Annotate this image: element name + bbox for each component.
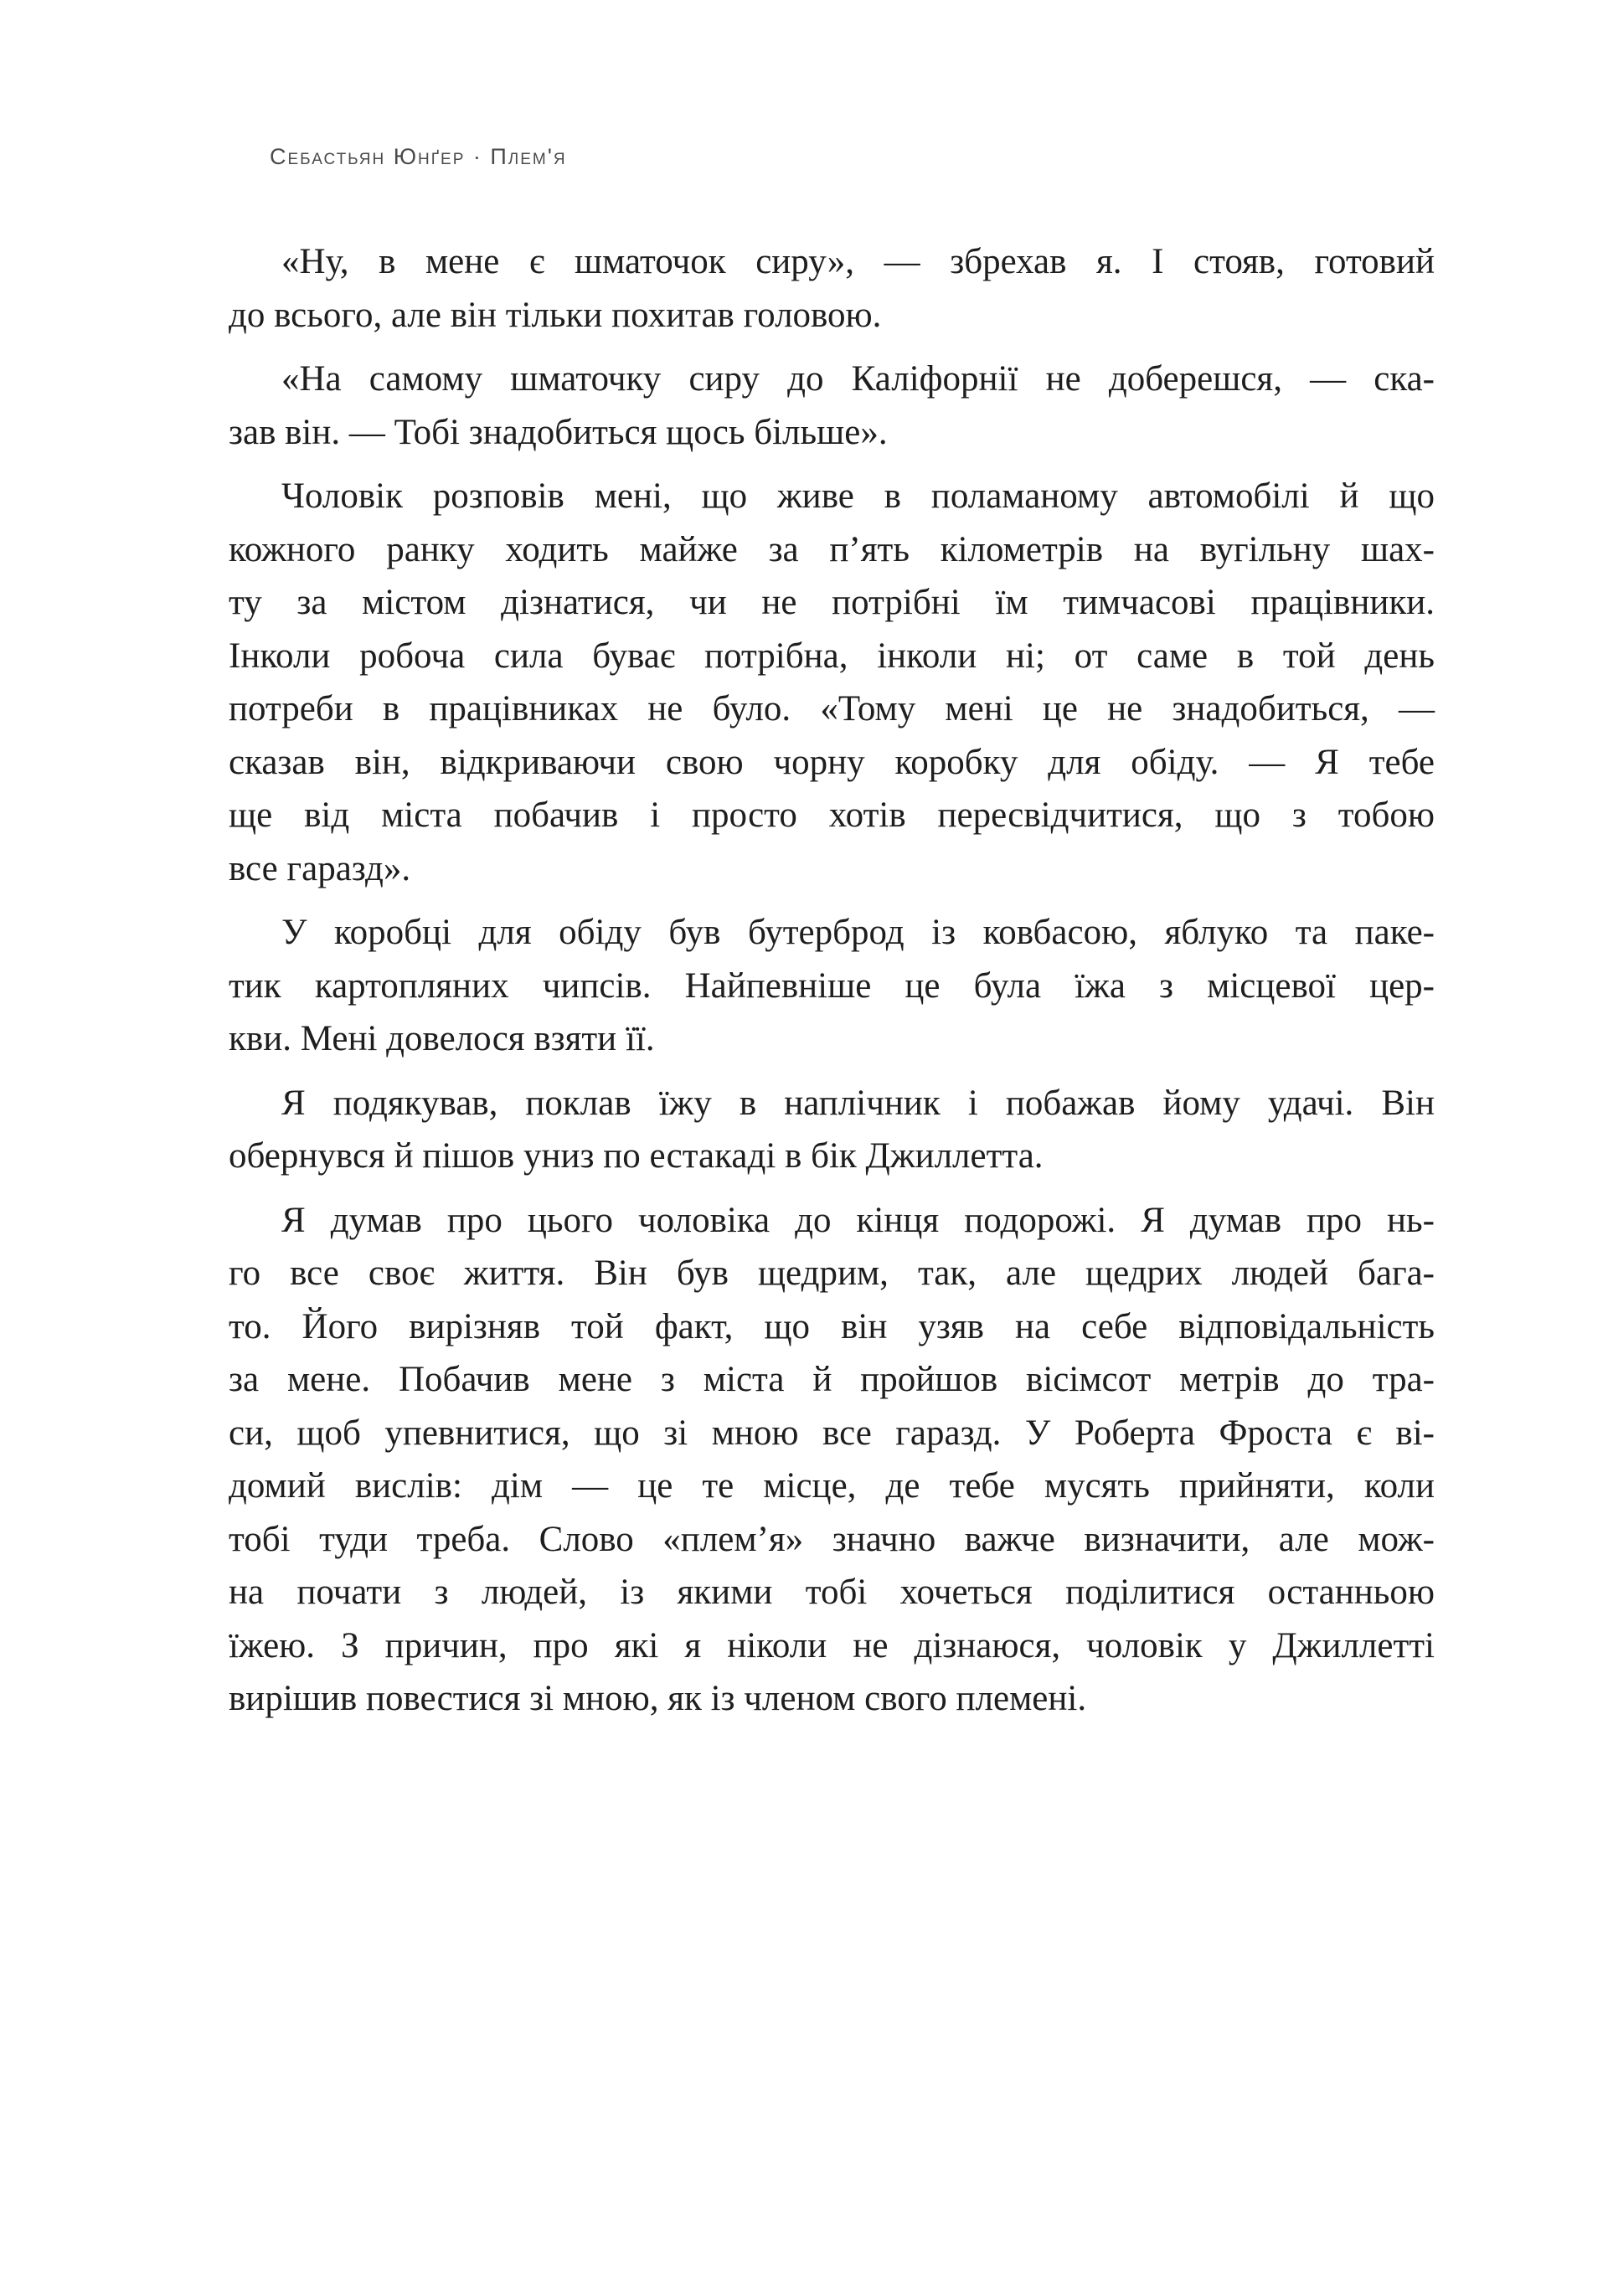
- text-line: си, щоб упевнитися, що зі мною все гаразд. У Роберта Фроста є ві-: [229, 1413, 1435, 1453]
- text-line: тик картопляних чипсів. Найпевніше це була їжа з місцевої цер-: [229, 965, 1435, 1006]
- text-line: Чоловік розповів мені, що живе в поламаному автомобілі й що: [281, 476, 1435, 516]
- text-line: ту за містом дізнатися, чи не потрібні їм тимчасові працівники.: [229, 583, 1435, 622]
- paragraph: [229, 1194, 1435, 1726]
- text-line: на почати з людей, із якими тобі хочеться поділитися останньою: [229, 1573, 1435, 1612]
- paragraph: [229, 235, 1435, 342]
- text-line: ще від міста побачив і просто хотів пересвідчитися, що з тобою: [229, 795, 1435, 835]
- paragraph: [229, 906, 1435, 1066]
- text-line: вирішив повестися зі мною, як із членом свого племені.: [229, 1679, 1087, 1718]
- text-line: то. Його вирізняв той факт, що він узяв на себе відповідальність: [229, 1306, 1435, 1346]
- text-line: домий вислів: дім — це те місце, де тебе мусять прийняти, коли: [229, 1466, 1435, 1506]
- text-line: «На самому шматочку сиру до Каліфорнії не доберешся, — ска-: [281, 359, 1435, 399]
- text-line: їжею. З причин, про які я ніколи не дізнаюся, чоловік у Джиллетті: [229, 1625, 1435, 1665]
- text-line: тобі туди треба. Слово «плем’я» значно важче визначити, але мож-: [229, 1519, 1435, 1559]
- paragraph: [229, 353, 1435, 459]
- paragraph: [229, 470, 1435, 895]
- text-line: «Ну, в мене є шматочок сиру», — збрехав я. І стояв, готовий: [281, 242, 1435, 281]
- text-line: обернувся й пішов униз по естакаді в бік Джиллетта.: [229, 1136, 1044, 1176]
- text-line: кожного ранку ходить майже за п’ять кілометрів на вугільну шах-: [229, 529, 1435, 569]
- text-line: зав він. — Тобі знадобиться щось більше».: [229, 412, 888, 452]
- text-line: Інколи робоча сила буває потрібна, інколи ні; от саме в той день: [229, 636, 1435, 676]
- text-line: за мене. Побачив мене з міста й пройшов вісімсот метрів до тра-: [229, 1360, 1435, 1399]
- text-line: Я думав про цього чоловіка до кінця подорожі. Я думав про нь-: [281, 1200, 1435, 1240]
- text-line: го все своє життя. Він був щедрим, так, але щедрих людей бага-: [229, 1254, 1435, 1293]
- text-line: Я подякував, поклав їжу в наплічник і побажав йому удачі. Він: [281, 1083, 1435, 1123]
- paragraph: [229, 1077, 1435, 1183]
- text-line: все гаразд».: [229, 848, 411, 888]
- text-line: У коробці для обіду був бутерброд із ковбасою, яблуко та паке-: [281, 913, 1435, 952]
- text-line: кви. Мені довелося взяти її.: [229, 1019, 655, 1058]
- running-header: Себастьян Юнґер · Плем'я: [270, 144, 567, 169]
- text-line: потреби в працівниках не було. «Тому мені це не знадобиться, —: [229, 689, 1435, 728]
- text-line: до всього, але він тільки похитав головою.: [229, 295, 882, 335]
- text-line: сказав він, відкриваючи свою чорну коробку для обіду. — Я тебе: [229, 742, 1435, 782]
- body-text: [229, 235, 1435, 1737]
